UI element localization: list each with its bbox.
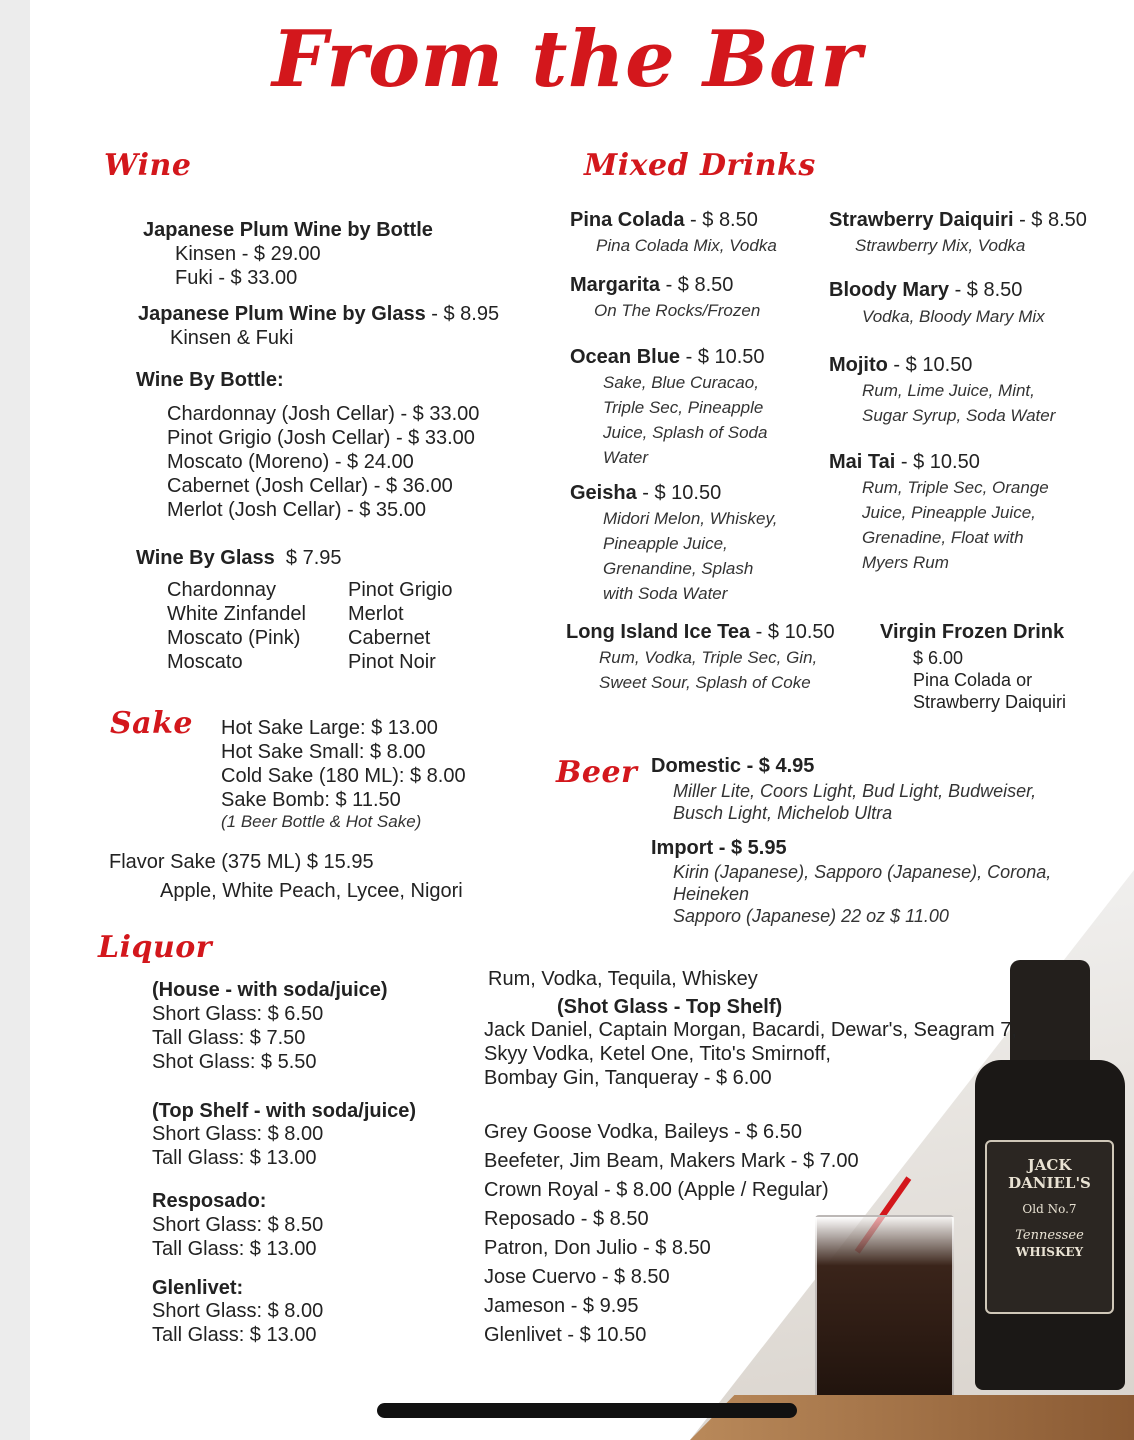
drink-mai-tai: [829, 450, 980, 474]
wine-glass-price: $ 7.95: [285, 547, 342, 569]
drink-name: Pina Colada: [570, 209, 685, 231]
list-item: Chardonnay: [167, 579, 276, 601]
beer-heading: Beer: [556, 755, 638, 790]
list-item: Crown Royal - $ 8.00 (Apple / Regular): [484, 1179, 829, 1201]
plum-glass-title: Japanese Plum Wine by Glass: [138, 303, 426, 325]
liquor-glenlivet-list: [152, 1299, 323, 1347]
desc-line: Juice, Pineapple Juice,: [862, 503, 1036, 522]
list-item: Cabernet (Josh Cellar) - $ 36.00: [167, 475, 453, 497]
wine-glass-col1: [167, 578, 306, 674]
plum-glass-line: [138, 302, 499, 326]
label-brand: JACK DANIEL'S: [1008, 1156, 1091, 1192]
drink-desc: [603, 370, 767, 470]
desc-line: Juice, Splash of Soda: [603, 423, 768, 442]
drink-long-island: [566, 620, 835, 644]
list-item: Pinot Noir: [348, 651, 436, 673]
list-item: Tall Glass: $ 13.00: [152, 1324, 317, 1346]
label-number: Old No.7: [1022, 1202, 1077, 1216]
desc-line: Rum, Triple Sec, Orange: [862, 478, 1049, 497]
wine-glass-title: Wine By Glass: [136, 547, 275, 569]
drink-desc: [913, 646, 1066, 712]
desc-line: with Soda Water: [603, 584, 728, 603]
desc-line: Grenadine, Float with: [862, 528, 1024, 547]
list-item: Pinot Grigio: [348, 579, 453, 601]
beer-domestic-title: Domestic - $ 4.95: [651, 755, 815, 777]
list-item: Cabernet: [348, 627, 431, 649]
drink-price: - $ 8.50: [1013, 209, 1087, 231]
list-item: Fuki - $ 33.00: [175, 267, 298, 289]
bottle-neck: [1010, 960, 1090, 1070]
drink-desc: Vodka, Bloody Mary Mix: [862, 307, 1045, 326]
list-item: Jose Cuervo - $ 8.50: [484, 1266, 670, 1288]
list-item: Skyy Vodka, Ketel One, Tito's Smirnoff,: [484, 1043, 831, 1065]
drink-name: Ocean Blue: [570, 346, 681, 368]
desc-line: Rum, Vodka, Triple Sec, Gin,: [599, 648, 818, 667]
drink-price: - $ 10.50: [750, 621, 835, 643]
beer-domestic-list: [673, 781, 1036, 825]
label-type: WHISKEY: [1015, 1245, 1084, 1259]
plum-bottle-list: [175, 242, 321, 290]
list-item: Short Glass: $ 8.00: [152, 1300, 324, 1322]
list-item: Jack Daniel, Captain Morgan, Bacardi, Dewar's, Seagram 7,: [484, 1019, 1017, 1041]
list-item: Sake Bomb: $ 11.50: [221, 789, 401, 811]
desc-line: Strawberry Daiquiri: [913, 692, 1067, 712]
drink-name: Strawberry Daiquiri: [829, 209, 1014, 231]
list-item: Hot Sake Small: $ 8.00: [221, 741, 426, 763]
desc-line: Myers Rum: [862, 553, 949, 572]
desc-line: Grenandine, Splash: [603, 559, 754, 578]
drink-desc: [862, 378, 1055, 428]
desc-line: Sweet Sour, Splash of Coke: [599, 673, 811, 692]
wine-bottle-title: Wine By Bottle:: [136, 369, 284, 391]
beer-import-list: [673, 862, 1051, 928]
liquor-top-shelf-list: [152, 1122, 323, 1170]
drink-desc: [862, 475, 1049, 575]
drink-name: Margarita: [570, 274, 661, 296]
list-item: Shot Glass: $ 5.50: [152, 1051, 317, 1073]
page-title: From the Bar: [272, 14, 862, 105]
drink-price: - $ 8.50: [684, 209, 758, 231]
liquor-heading: Liquor: [98, 930, 213, 965]
list-item: Moscato (Pink): [167, 627, 301, 649]
list-item: Patron, Don Julio - $ 8.50: [484, 1237, 711, 1259]
drink-desc: [603, 506, 777, 606]
desc-line: Pina Colada or: [913, 670, 1033, 690]
list-item: Kinsen - $ 29.00: [175, 243, 321, 265]
drink-price: - $ 10.50: [680, 346, 765, 368]
drink-strawberry-daiquiri: [829, 208, 1087, 232]
list-item: Hot Sake Large: $ 13.00: [221, 717, 438, 739]
drink-price: - $ 10.50: [895, 451, 980, 473]
list-item: Merlot (Josh Cellar) - $ 35.00: [167, 499, 426, 521]
liquor-house-list: [152, 1002, 323, 1074]
desc-line: $ 6.00: [913, 648, 964, 668]
list-item: Short Glass: $ 6.50: [152, 1003, 324, 1025]
wine-glass-col2: [348, 578, 453, 674]
plum-bottle-title: Japanese Plum Wine by Bottle: [143, 219, 433, 241]
plum-glass-note: Kinsen & Fuki: [170, 327, 294, 349]
list-item: Bombay Gin, Tanqueray - $ 6.00: [484, 1067, 772, 1089]
list-item: Tall Glass: $ 13.00: [152, 1147, 317, 1169]
list-item: Chardonnay (Josh Cellar) - $ 33.00: [167, 403, 480, 425]
desc-line: Sugar Syrup, Soda Water: [862, 406, 1056, 425]
label-state: Tennessee: [1015, 1228, 1084, 1243]
home-indicator[interactable]: [377, 1403, 797, 1418]
wine-glass-line: [136, 546, 342, 570]
drink-virgin-frozen: Virgin Frozen Drink: [880, 621, 1065, 643]
list-item: Jameson - $ 9.95: [484, 1295, 639, 1317]
list-item: Pinot Grigio (Josh Cellar) - $ 33.00: [167, 427, 475, 449]
drink-desc: Pina Colada Mix, Vodka: [596, 236, 777, 255]
shots-brands: [484, 1018, 1017, 1090]
list-item: Glenlivet - $ 10.50: [484, 1324, 647, 1346]
desc-line: Heineken: [673, 884, 750, 904]
drink-desc: On The Rocks/Frozen: [594, 301, 761, 320]
list-item: Short Glass: $ 8.00: [152, 1123, 324, 1145]
drink-price: - $ 10.50: [636, 482, 722, 504]
list-item: Tall Glass: $ 7.50: [152, 1027, 306, 1049]
shots-line2: (Shot Glass - Top Shelf): [557, 996, 783, 1018]
drink-margarita: [570, 273, 733, 297]
list-item: Moscato (Moreno) - $ 24.00: [167, 451, 414, 473]
flavor-sake-items: Apple, White Peach, Lycee, Nigori: [160, 880, 463, 902]
liquor-glenlivet-title: Glenlivet:: [152, 1277, 244, 1299]
drink-name: Long Island Ice Tea: [566, 621, 751, 643]
drink-name: Bloody Mary: [829, 279, 950, 301]
shots-list: [484, 1120, 859, 1352]
shots-line1: Rum, Vodka, Tequila, Whiskey: [488, 968, 758, 990]
list-item: Grey Goose Vodka, Baileys - $ 6.50: [484, 1121, 802, 1143]
list-item: Tall Glass: $ 13.00: [152, 1238, 317, 1260]
list-item: Beefeter, Jim Beam, Makers Mark - $ 7.00: [484, 1150, 859, 1172]
drink-mojito: [829, 353, 972, 377]
plum-glass-price: - $ 8.95: [425, 303, 500, 325]
page-edge: [0, 0, 30, 1440]
list-item: Reposado - $ 8.50: [484, 1208, 649, 1230]
liquor-house-title: (House - with soda/juice): [152, 979, 388, 1001]
drink-name: Mojito: [829, 354, 888, 376]
drink-name: Mai Tai: [829, 451, 896, 473]
drink-desc: Strawberry Mix, Vodka: [855, 236, 1026, 255]
drink-geisha: [570, 481, 721, 505]
sake-list: [221, 716, 466, 812]
flavor-sake-title: Flavor Sake (375 ML) $ 15.95: [109, 851, 374, 873]
desc-line: Sake, Blue Curacao,: [603, 373, 759, 392]
drink-pina-colada: [570, 208, 758, 232]
desc-line: Sapporo (Japanese) 22 oz $ 11.00: [673, 906, 949, 926]
liquor-top-shelf-title: (Top Shelf - with soda/juice): [152, 1100, 417, 1122]
wine-bottle-list: [167, 402, 479, 522]
desc-line: Midori Melon, Whiskey,: [603, 509, 778, 528]
drink-bloody-mary: [829, 278, 1022, 302]
list-item: Merlot: [348, 603, 404, 625]
bottle-label: [985, 1140, 1114, 1314]
list-item: Cold Sake (180 ML): $ 8.00: [221, 765, 466, 787]
drink-desc: [599, 645, 817, 695]
desc-line: Miller Lite, Coors Light, Bud Light, Budweiser,: [673, 781, 1037, 801]
beer-import-title: Import - $ 5.95: [651, 837, 787, 859]
desc-line: Kirin (Japanese), Sapporo (Japanese), Corona,: [673, 862, 1052, 882]
desc-line: Water: [603, 448, 649, 467]
desc-line: Pineapple Juice,: [603, 534, 728, 553]
list-item: White Zinfandel: [167, 603, 306, 625]
desc-line: Triple Sec, Pineapple: [603, 398, 764, 417]
desc-line: Busch Light, Michelob Ultra: [673, 803, 893, 823]
liquor-resposado-title: Resposado:: [152, 1190, 267, 1212]
list-item: Short Glass: $ 8.50: [152, 1214, 324, 1236]
liquor-resposado-list: [152, 1213, 323, 1261]
drink-price: - $ 10.50: [887, 354, 973, 376]
sake-note: (1 Beer Bottle & Hot Sake): [221, 812, 422, 831]
drink-price: - $ 8.50: [949, 279, 1023, 301]
drink-name: Geisha: [570, 482, 637, 504]
drink-price: - $ 8.50: [660, 274, 734, 296]
wine-heading: Wine: [104, 148, 192, 183]
desc-line: Rum, Lime Juice, Mint,: [862, 381, 1035, 400]
drink-ocean-blue: [570, 345, 765, 369]
list-item: Moscato: [167, 651, 243, 673]
sake-heading: Sake: [110, 706, 193, 741]
mixed-drinks-heading: Mixed Drinks: [584, 148, 816, 183]
